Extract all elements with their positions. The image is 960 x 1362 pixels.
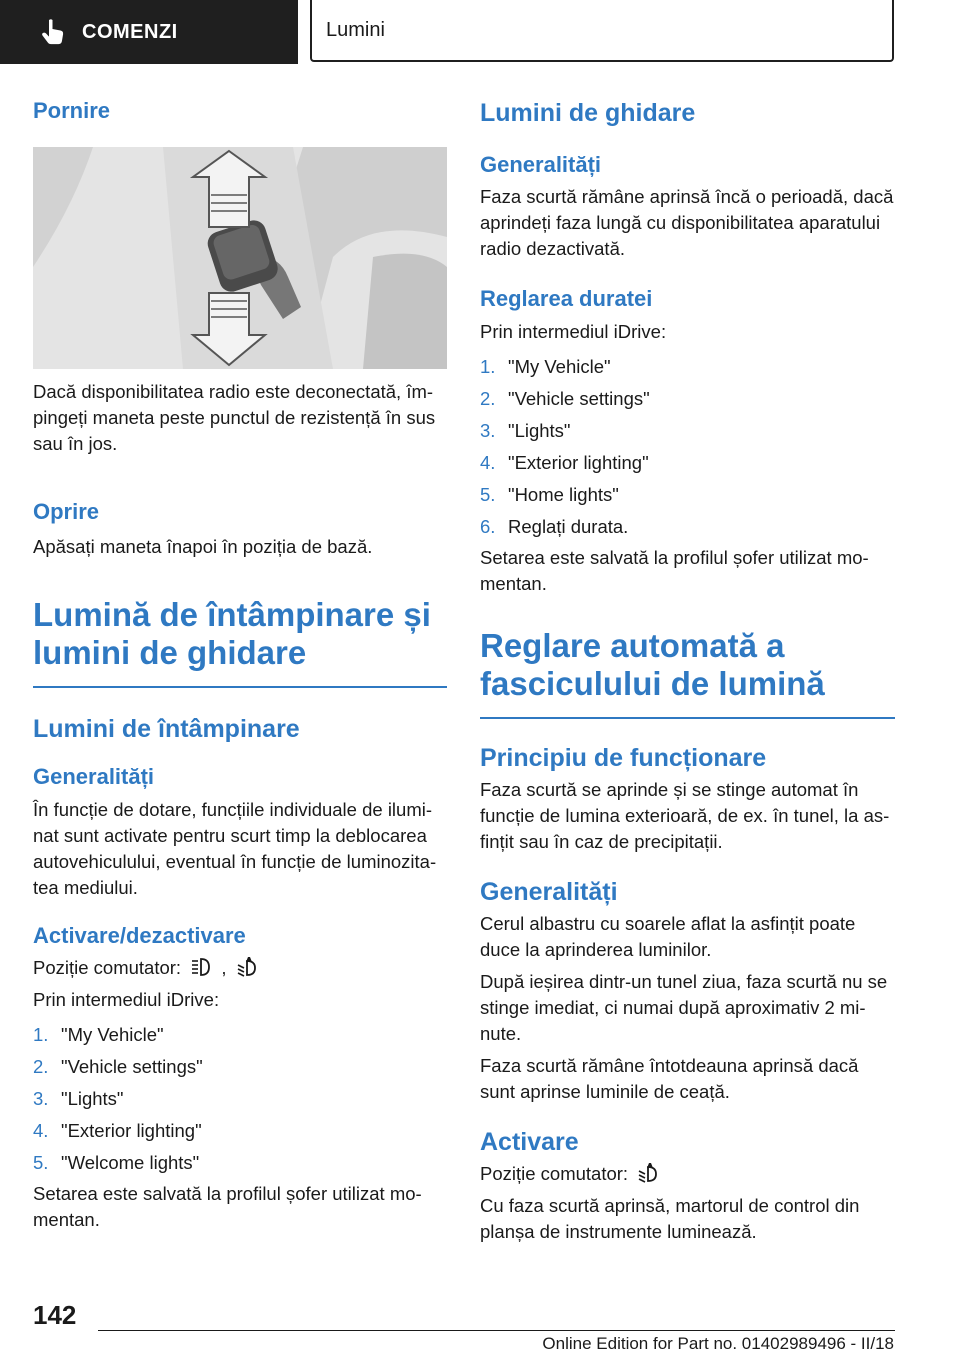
general-heading-2: Generalități <box>480 878 618 907</box>
list-item: 2. "Vehicle settings" <box>33 1056 203 1078</box>
stalk-illustration <box>33 147 447 369</box>
switch-position <box>33 955 447 981</box>
principle-text: Faza scurtă se aprinde și se stinge automat în funcție de lumina exterioară, de ex. în tunel, la as-fințit sau în caz de precipitații. <box>480 779 890 853</box>
switch-separator: , <box>221 957 227 979</box>
chapter-label: Lumini <box>326 18 385 41</box>
list-item: 1. "My Vehicle" <box>480 355 611 377</box>
auto-beam-section-title: Reglare automată a fasciculului de lumină <box>480 627 895 720</box>
general-text-3: Faza scurtă rămâne întotdeauna aprinsă dacă sunt aprinse luminile de ceață. <box>480 1055 859 1103</box>
guide-steps-list <box>480 351 895 543</box>
footer-divider <box>98 1330 895 1331</box>
welcome-lights-heading: Lumini de întâmpinare <box>33 715 300 744</box>
pornire-text: Dacă disponibilitatea radio este deconectată, îm-pingeți maneta peste punctul de rezistență în sus sau în jos. <box>33 381 436 455</box>
list-item: 4. "Exterior lighting" <box>33 1120 202 1142</box>
idrive-intro: Prin intermediul iDrive: <box>480 320 667 342</box>
pornire-heading: Pornire <box>33 98 111 123</box>
section-label: COMENZI <box>82 20 178 43</box>
activation-heading: Activare <box>480 1128 579 1157</box>
activation-text: Cu faza scurtă aprinsă, martorul de control din planșa de instrumente luminează. <box>480 1195 860 1243</box>
welcome-steps-list <box>33 1019 447 1179</box>
hand-pointer-icon <box>38 17 68 47</box>
duration-heading: Reglarea duratei <box>480 286 653 312</box>
right-column <box>480 98 895 1245</box>
switch-position-label: Poziție comutator: <box>33 957 182 979</box>
activation-heading: Activare/dezactivare <box>33 922 246 948</box>
general-heading: Generalități <box>480 152 602 177</box>
oprire-text: Apăsați maneta înapoi în poziția de bază. <box>33 535 373 557</box>
list-item: 5. "Home lights" <box>480 483 619 505</box>
list-item: 3. "Lights" <box>480 419 571 441</box>
auto-light-symbol-icon <box>236 956 258 978</box>
list-item: 4. "Exterior lighting" <box>480 451 649 473</box>
list-item: 5. "Welcome lights" <box>33 1152 200 1174</box>
oprire-heading: Oprire <box>33 499 100 525</box>
edition-note: Online Edition for Part no. 01402989496 - II/18 <box>542 1334 894 1353</box>
general-heading: Generalități <box>33 764 155 790</box>
general-text-1: Cerul albastru cu soarele aflat la asfințit poate duce la aprinderea luminilor. <box>480 913 856 961</box>
saved-note: Setarea este salvată la profilul șofer utilizat mo-mentan. <box>480 546 869 594</box>
switch-position-label: Poziție comutator: <box>480 1163 629 1185</box>
general-text-2: După ieșirea dintr-un tunel ziua, faza scurtă nu se stinge imediat, ci numai după aproximativ 2 mi-nute. <box>480 971 888 1045</box>
idrive-intro: Prin intermediul iDrive: <box>33 989 220 1011</box>
list-item: 2. "Vehicle settings" <box>480 387 650 409</box>
auto-light-symbol-icon <box>637 1162 659 1184</box>
saved-note: Setarea este salvată la profilul șofer utilizat mo-mentan. <box>33 1183 422 1231</box>
list-item: 1. "My Vehicle" <box>33 1024 164 1046</box>
general-text: Faza scurtă rămâne aprinsă încă o perioadă, dacă aprindeți faza lungă cu disponibilitatea aparatului radio dezactivată. <box>480 186 894 260</box>
left-column <box>33 98 447 1233</box>
list-item: 3. "Lights" <box>33 1088 124 1110</box>
section-tab[interactable] <box>0 0 298 64</box>
principle-heading: Principiu de funcționare <box>480 744 767 773</box>
list-item: 6. Reglați durata. <box>480 515 629 537</box>
general-text: În funcție de dotare, funcțiile individuale de ilumi-nat sunt activate pentru scurt timp la deblocarea autovehiculului, eventual în funcție de luminozita-tea mediului. <box>33 798 437 898</box>
switch-position <box>480 1161 895 1187</box>
parking-light-symbol-icon <box>190 956 212 978</box>
chapter-tab[interactable] <box>310 0 894 62</box>
guide-lights-heading: Lumini de ghidare <box>480 99 696 127</box>
page-number: 142 <box>33 1300 77 1330</box>
stalk-image <box>33 147 447 369</box>
welcome-section-title: Lumină de întâmpinare și lumini de ghidare <box>33 596 447 689</box>
